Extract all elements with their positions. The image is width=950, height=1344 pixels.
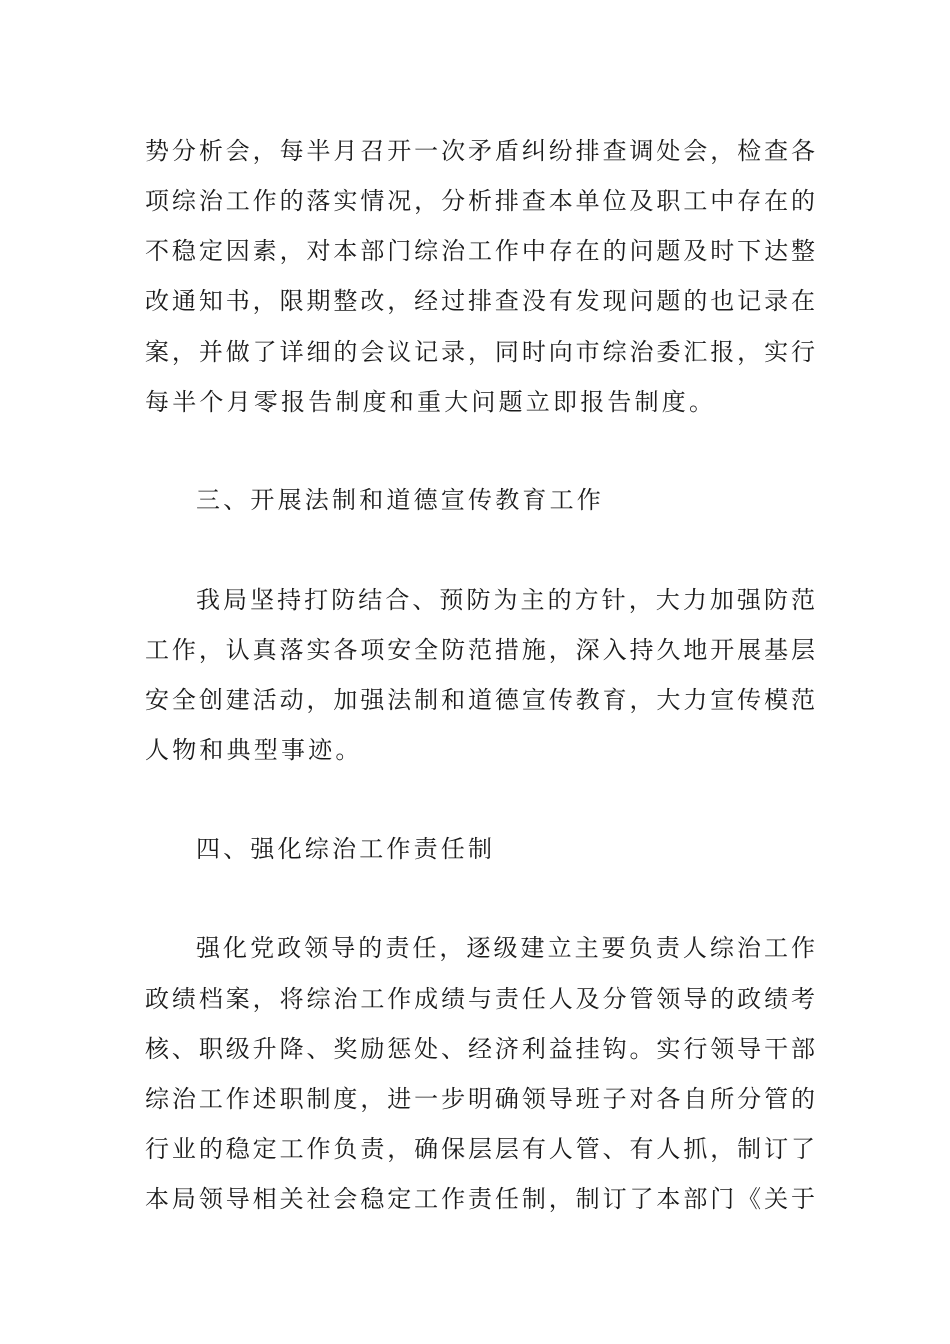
paragraph-line: 项综治工作的落实情况，分析排查本单位及职工中存在的 [145,187,815,215]
paragraph-line: 改通知书，限期整改，经过排查没有发现问题的也记录在 [145,287,815,315]
paragraph-line: 人物和典型事迹。 [145,736,363,764]
paragraph-line: 强化党政领导的责任，逐级建立主要负责人综治工作 [196,934,815,962]
paragraph-line: 不稳定因素，对本部门综治工作中存在的问题及时下达整 [145,237,815,265]
paragraph-line: 行业的稳定工作负责，确保层层有人管、有人抓，制订了 [145,1135,815,1163]
section-heading: 三、开展法制和道德宣传教育工作 [196,486,604,514]
paragraph-line: 势分析会，每半月召开一次矛盾纠纷排查调处会，检查各 [145,137,815,165]
paragraph-line: 本局领导相关社会稳定工作责任制，制订了本部门《关于 [145,1185,815,1213]
paragraph-line: 综治工作述职制度，进一步明确领导班子对各自所分管的 [145,1085,815,1113]
paragraph-line: 案，并做了详细的会议记录，同时向市综治委汇报，实行 [145,338,815,366]
section-heading: 四、强化综治工作责任制 [196,835,496,863]
paragraph-line: 每半个月零报告制度和重大问题立即报告制度。 [145,388,717,416]
paragraph-line: 工作，认真落实各项安全防范措施，深入持久地开展基层 [145,636,815,664]
paragraph-line: 政绩档案，将综治工作成绩与责任人及分管领导的政绩考 [145,985,815,1013]
paragraph-line: 核、职级升降、奖励惩处、经济利益挂钩。实行领导干部 [145,1035,815,1063]
paragraph-line: 我局坚持打防结合、预防为主的方针，大力加强防范 [196,586,815,614]
paragraph-line: 安全创建活动，加强法制和道德宣传教育，大力宣传模范 [145,686,815,714]
